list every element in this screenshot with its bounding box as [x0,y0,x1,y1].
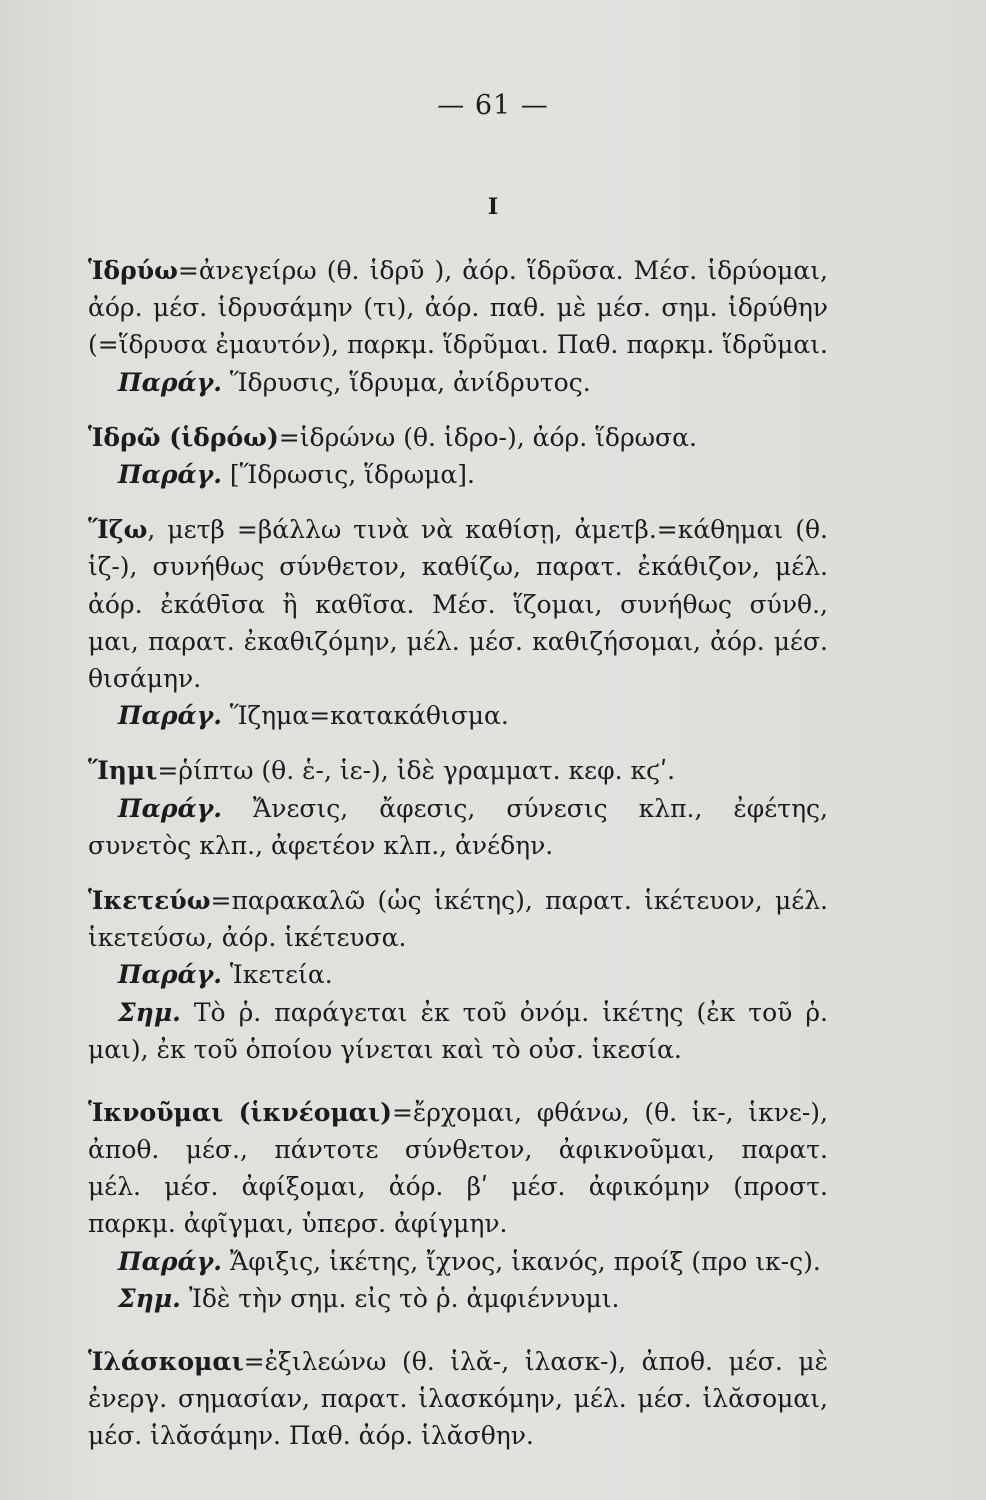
entry-text: =ῥίπτω (θ. ἑ-, ἱε-), ἰδὲ γραμματ. κεφ. κϛʹ. [157,756,676,786]
entry-text: , μετβ =βάλλω τινὰ νὰ καθίσῃ, ἀμετβ.=κάθημαι (θ. [147,515,828,545]
entry-line [88,882,828,919]
note-line [88,1280,828,1317]
derivatives-label: Παράγ. [118,1246,222,1276]
note-text: Τὸ ῥ. παράγεται ἐκ τοῦ ὀνόμ. ἱκέτης (ἐκ τοῦ ῥ. [193,997,828,1027]
note-text: Ἰδὲ τὴν σημ. εἰς τὸ ῥ. ἀμφιέννυμι. [188,1283,620,1313]
derivatives-text: [Ἵδρωσις, ἵδρωμα]. [229,459,475,489]
page-number: — 61 — [437,90,549,121]
entry-line: θισάμην. [88,663,202,693]
entry-iknoumai [88,1094,828,1317]
entry-line: ἱκετεύσω, ἀόρ. ἱκέτευσα. [88,923,407,953]
entry-izo [88,511,828,734]
headword: Ἱλάσκομαι [88,1347,244,1377]
derivatives-label: Παράγ. [118,459,222,489]
dictionary-entries [88,252,828,1455]
section-letter: Ι [487,194,499,220]
entry-line [88,1343,828,1380]
derivatives-label: Παράγ. [118,793,222,823]
entry-line: ἀόρ. ἐκάθῑσα ἢ καθῖσα. Μέσ. ἵζομαι, συνήθως σύνθ., [88,589,828,619]
entry-text: =ἱδρώνω (θ. ἱδρο-), ἀόρ. ἵδρωσα. [278,422,697,452]
derivatives-text: Ἱκετεία. [229,960,333,990]
entry-text: =ἐξιλεώνω (θ. ἱλᾰ-, ἱλασκ-), ἀποθ. μέσ. μὲ [243,1347,828,1377]
derivatives-line [88,697,828,734]
entry-line [88,511,828,548]
derivatives-label: Παράγ. [118,367,222,397]
entry-iemi [88,752,828,864]
derivatives-line [88,790,828,827]
entry-ilaskomai [88,1343,828,1455]
entry-line: (=ἵδρυσα ἐμαυτόν), παρκμ. ἵδρῦμαι. Παθ. παρκμ. ἵδρῦμαι. [88,330,828,360]
headword: Ἱκνοῦμαι (ἱκνέομαι) [88,1097,392,1127]
entry-idryo [88,252,828,401]
note-line [88,994,828,1031]
entry-line [88,419,828,456]
derivatives-text: Ἄνεσις, ἄφεσις, σύνεσις κλπ., ἐφέτης, [252,793,828,823]
entry-line: παρκμ. ἀφῖγμαι, ὑπερσ. ἀφίγμην. [88,1209,508,1239]
note-label: Σημ. [118,1283,181,1313]
note-line-continued: μαι), ἐκ τοῦ ὁποίου γίνεται καὶ τὸ οὐσ. ἱκεσία. [88,1034,682,1064]
entry-line [88,252,828,289]
entry-line [88,752,828,789]
derivatives-text: Ἵδρυσις, ἵδρυμα, ἀνίδρυτος. [229,367,591,397]
headword: Ἱδρύω [88,256,178,285]
entry-text: =ἀνεγείρω (θ. ἱδρῦ ), ἀόρ. ἵδρῦσα. Μέσ. ἱδρύομαι, [177,256,828,285]
note-label: Σημ. [118,997,181,1027]
derivatives-line [88,956,828,993]
derivatives-line [88,364,828,401]
derivatives-line-continued: συνετὸς κλπ., ἀφετέον κλπ., ἀνέδην. [88,830,554,860]
headword: Ἵημι [88,756,158,786]
entry-idro [88,419,828,493]
derivatives-text: Ἄφιξις, ἱκέτης, ἴχνος, ἱκανός, προίξ (προ ικ-ς). [229,1246,821,1276]
entry-text: =παρακαλῶ (ὡς ἱκέτης), παρατ. ἱκέτευον, μέλ. [210,885,828,915]
entry-line: ἐνεργ. σημασίαν, παρατ. ἱλασκόμην, μέλ. μέσ. ἱλᾰσομαι, [88,1384,828,1414]
headword: Ἱδρῶ (ἱδρόω) [88,422,279,452]
entry-line: ἀόρ. μέσ. ἱδρυσάμην (τι), ἀόρ. παθ. μὲ μέσ. σημ. ἱδρύθην [88,293,828,323]
entry-line: ἱζ-), συνήθως σύνθετον, καθίζω, παρατ. ἐκάθιζον, μέλ. [88,552,828,582]
derivatives-text: Ἵζημα=κατακάθισμα. [229,701,509,731]
headword: Ἵζω [88,515,148,545]
entry-line: ἀποθ. μέσ., πάντοτε σύνθετον, ἀφικνοῦμαι, παρατ. [88,1135,828,1165]
entry-text: =ἔρχομαι, φθάνω, (θ. ἱκ-, ἱκνε-), [391,1097,828,1127]
entry-line [88,1094,828,1131]
entry-line: μέσ. ἱλᾰσάμην. Παθ. ἀόρ. ἱλᾰσθην. [88,1421,534,1451]
entry-iketeuo [88,882,828,1068]
derivatives-label: Παράγ. [118,960,222,990]
derivatives-line [88,456,828,493]
headword: Ἱκετεύω [88,885,211,915]
entry-line: μέλ. μέσ. ἀφίξομαι, ἀόρ. βʹ μέσ. ἀφικόμην (προστ. [88,1172,828,1202]
entry-line: μαι, παρατ. ἐκαθιζόμην, μέλ. μέσ. καθιζήσομαι, ἀόρ. μέσ. [88,626,828,656]
derivatives-line [88,1243,828,1280]
derivatives-label: Παράγ. [118,701,222,731]
